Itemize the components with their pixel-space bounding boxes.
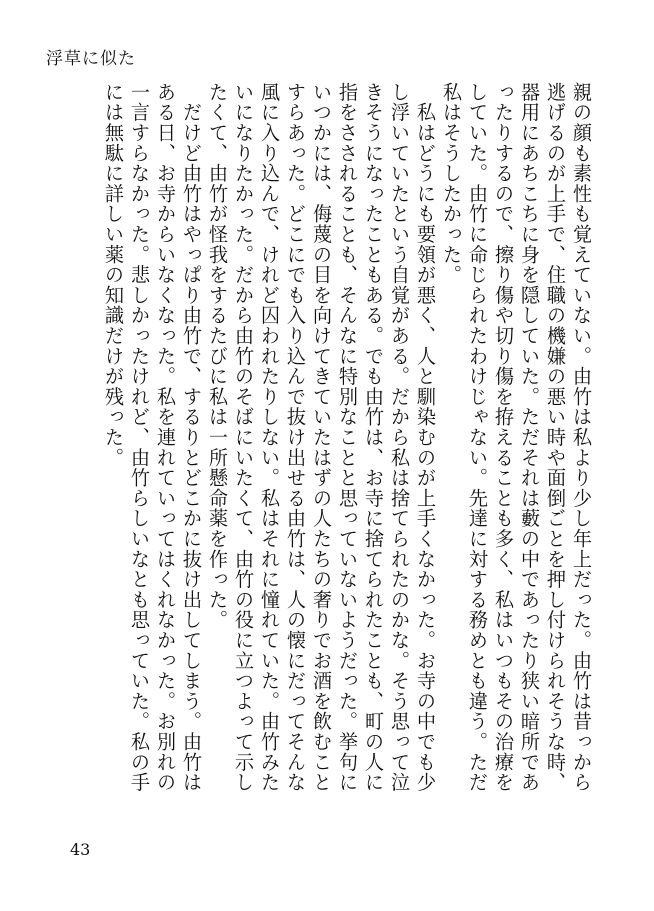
page-number: 43 <box>70 840 91 859</box>
running-title: 浮草に似た <box>46 49 136 69</box>
paragraph-3: だけど由竹はやっぱり由竹で、するりとどこかに抜け出してしまう。由竹はある日、お寺からいなくなった。私を連れていってはくれなかった。お別れの一言すらなかった。悲しかったけれど、由竹らしいなとも思っていた。私の手には無駄に詳しい薬の知識だけが残った。 <box>102 82 203 793</box>
paragraph-2: 私はどうにも要領が悪く、人と馴染むのが上手くなかった。お寺の中でも少し浮いていたという自覚がある。だから私は捨てられたのかな。そう思って泣きそうになったこともある。でも由竹は、お寺に捨てられたことも、町の人に指をさされることも、そんなに特別なことと思っていないようだった。挙句にいつかには、侮蔑の目を向けてきていたはずの人たちの奢りでお酒を飲むことすらあった。どこにでも入り込んで抜け出せる由竹は、人の懐にだってそんな風に入り込んで、けれど囚われたりしない。私はそれに憧れていた。由竹みたいになりたかった。だから由竹のそばにいたくて、由竹の役に立つよって示したくて、由竹が怪我をするたびに私は一所懸命薬を作った。 <box>206 82 437 793</box>
body-text <box>100 82 594 812</box>
paragraph-1: 親の顔も素性も覚えていない。由竹は私より少し年上だった。由竹は昔っから逃げるのが上手で、住職の機嫌の悪い時や面倒ごとを押し付けられそうな時、器用にあちこちに身を隠していた。ただそれは藪の中であったり狭い暗所であったりするので、擦り傷や切り傷を拵えることも多く、私はいつもその治療をしていた。由竹に命じられたわけじゃない。先達に対する務めとも違う。ただ私はそうしたかった。 <box>440 82 593 793</box>
